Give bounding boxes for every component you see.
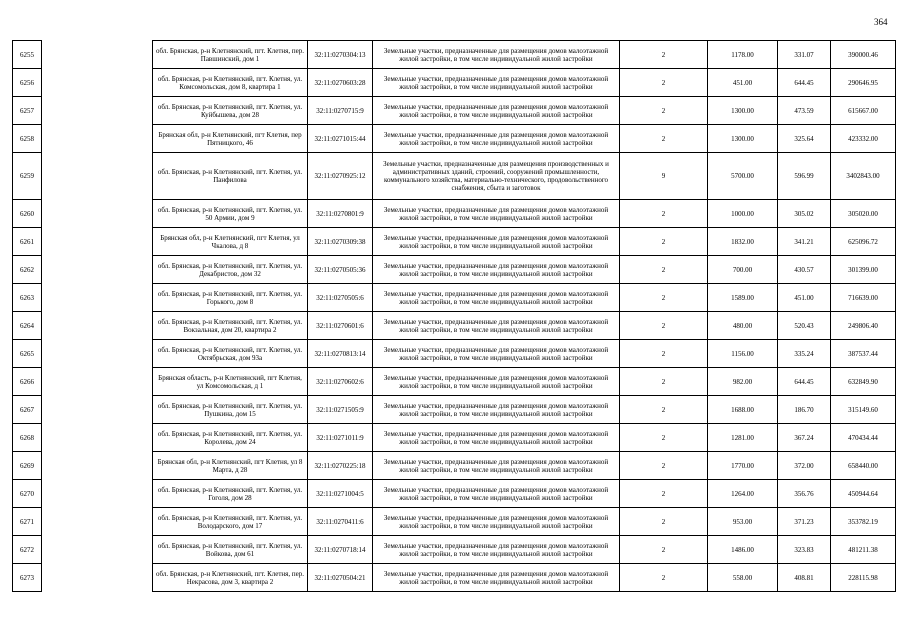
cadastral-number-cell: 32:11:0270411:6 (308, 508, 373, 536)
land-use-cell: Земельные участки, предназначенные для размещения домов малоэтажной жилой застройки, в том числе индивидуальной жилой застройки (373, 69, 620, 97)
land-use-cell: Земельные участки, предназначенные для размещения домов малоэтажной жилой застройки, в том числе индивидуальной жилой застройки (373, 256, 620, 284)
cadastral-number-cell: 32:11:0270504:21 (308, 564, 373, 592)
land-use-cell: Земельные участки, предназначенные для размещения домов малоэтажной жилой застройки, в том числе индивидуальной жилой застройки (373, 452, 620, 480)
use-group-cell: 2 (620, 284, 708, 312)
use-group-cell: 2 (620, 508, 708, 536)
row-number-cell: 6266 (13, 368, 42, 396)
blank-cell (42, 368, 153, 396)
cadastral-cost-cell: 481211.38 (831, 536, 896, 564)
address-cell: обл. Брянская, р-н Клетнянский, пгт. Клетня, ул. Декабристов, дом 32 (153, 256, 308, 284)
cadastral-number-cell: 32:11:0270602:6 (308, 368, 373, 396)
cadastral-number-cell: 32:11:0270603:28 (308, 69, 373, 97)
land-use-cell: Земельные участки, предназначенные для размещения домов малоэтажной жилой застройки, в том числе индивидуальной жилой застройки (373, 340, 620, 368)
blank-cell (42, 340, 153, 368)
cadastral-number-cell: 32:11:0270718:14 (308, 536, 373, 564)
blank-cell (42, 424, 153, 452)
land-use-cell: Земельные участки, предназначенные для размещения домов малоэтажной жилой застройки, в том числе индивидуальной жилой застройки (373, 97, 620, 125)
land-use-cell: Земельные участки, предназначенные для размещения домов малоэтажной жилой застройки, в том числе индивидуальной жилой застройки (373, 480, 620, 508)
address-cell: обл. Брянская, р-н Клетнянский, пгт. Клетня, пер. Павшинский, дом 1 (153, 41, 308, 69)
table-row (13, 564, 896, 592)
unit-price-cell: 325.64 (778, 125, 831, 153)
cadastral-cost-cell: 315149.60 (831, 396, 896, 424)
table-row (13, 424, 896, 452)
unit-price-cell: 367.24 (778, 424, 831, 452)
cadastral-cost-cell: 228115.98 (831, 564, 896, 592)
blank-cell (42, 200, 153, 228)
use-group-cell: 2 (620, 200, 708, 228)
table-row (13, 396, 896, 424)
table-row (13, 284, 896, 312)
blank-cell (42, 396, 153, 424)
cadastral-number-cell: 32:11:0270925:12 (308, 153, 373, 200)
blank-cell (42, 153, 153, 200)
area-cell: 451.00 (708, 69, 778, 97)
cadastral-cost-cell: 305020.00 (831, 200, 896, 228)
unit-price-cell: 644.45 (778, 368, 831, 396)
table-row (13, 69, 896, 97)
area-cell: 1300.00 (708, 97, 778, 125)
use-group-cell: 2 (620, 536, 708, 564)
cadastral-cost-cell: 249806.40 (831, 312, 896, 340)
land-use-cell: Земельные участки, предназначенные для размещения домов малоэтажной жилой застройки, в том числе индивидуальной жилой застройки (373, 536, 620, 564)
address-cell: Брянская область, р-н Клетнянский, пгт Клетня, ул Комсомольская, д 1 (153, 368, 308, 396)
row-number-cell: 6269 (13, 452, 42, 480)
blank-cell (42, 508, 153, 536)
cadastral-cost-cell: 301399.00 (831, 256, 896, 284)
blank-cell (42, 312, 153, 340)
cadastral-cost-cell: 390000.46 (831, 41, 896, 69)
row-number-cell: 6265 (13, 340, 42, 368)
use-group-cell: 2 (620, 41, 708, 69)
blank-cell (42, 536, 153, 564)
use-group-cell: 2 (620, 228, 708, 256)
unit-price-cell: 356.76 (778, 480, 831, 508)
address-cell: обл. Брянская, р-н Клетнянский, пгт. Клетня, ул. Пушкина, дом 15 (153, 396, 308, 424)
row-number-cell: 6264 (13, 312, 42, 340)
land-use-cell: Земельные участки, предназначенные для размещения домов малоэтажной жилой застройки, в том числе индивидуальной жилой застройки (373, 424, 620, 452)
unit-price-cell: 372.00 (778, 452, 831, 480)
cadastral-number-cell: 32:11:0270304:13 (308, 41, 373, 69)
row-number-cell: 6273 (13, 564, 42, 592)
land-use-cell: Земельные участки, предназначенные для размещения домов малоэтажной жилой застройки, в том числе индивидуальной жилой застройки (373, 284, 620, 312)
area-cell: 480.00 (708, 312, 778, 340)
address-cell: обл. Брянская, р-н Клетнянский, пгт. Клетня, ул. Горького, дом 8 (153, 284, 308, 312)
blank-cell (42, 228, 153, 256)
cadastral-number-cell: 32:11:0270505:36 (308, 256, 373, 284)
cadastral-cost-cell: 658440.00 (831, 452, 896, 480)
blank-cell (42, 284, 153, 312)
land-use-cell: Земельные участки, предназначенные для размещения домов малоэтажной жилой застройки, в том числе индивидуальной жилой застройки (373, 125, 620, 153)
address-cell: обл. Брянская, р-н Клетнянский, пгт. Клетня, ул. Войкова, дом 61 (153, 536, 308, 564)
table-row (13, 256, 896, 284)
row-number-cell: 6255 (13, 41, 42, 69)
cadastral-cost-cell: 615667.00 (831, 97, 896, 125)
use-group-cell: 2 (620, 340, 708, 368)
use-group-cell: 2 (620, 256, 708, 284)
row-number-cell: 6270 (13, 480, 42, 508)
cadastral-number-cell: 32:11:0270801:9 (308, 200, 373, 228)
cadastral-number-cell: 32:11:0271004:5 (308, 480, 373, 508)
area-cell: 982.00 (708, 368, 778, 396)
use-group-cell: 2 (620, 97, 708, 125)
use-group-cell: 2 (620, 396, 708, 424)
area-cell: 700.00 (708, 256, 778, 284)
blank-cell (42, 125, 153, 153)
table-row (13, 480, 896, 508)
unit-price-cell: 335.24 (778, 340, 831, 368)
table-row (13, 508, 896, 536)
row-number-cell: 6258 (13, 125, 42, 153)
use-group-cell: 9 (620, 153, 708, 200)
area-cell: 1770.00 (708, 452, 778, 480)
area-cell: 1832.00 (708, 228, 778, 256)
address-cell: обл. Брянская, р-н Клетнянский, пгт. Клетня, ул. Панфилова (153, 153, 308, 200)
unit-price-cell: 331.07 (778, 41, 831, 69)
cadastral-cost-cell: 470434.44 (831, 424, 896, 452)
area-cell: 1589.00 (708, 284, 778, 312)
address-cell: обл. Брянская, р-н Клетнянский, пгт. Клетня, ул. 50 Армии, дом 9 (153, 200, 308, 228)
address-cell: обл. Брянская, р-н Клетнянский, пгт. Клетня, ул. Октябрьская, дом 93а (153, 340, 308, 368)
row-number-cell: 6257 (13, 97, 42, 125)
blank-cell (42, 480, 153, 508)
row-number-cell: 6261 (13, 228, 42, 256)
table-row (13, 41, 896, 69)
area-cell: 1178.00 (708, 41, 778, 69)
blank-cell (42, 97, 153, 125)
address-cell: обл. Брянская, р-н Клетнянский, пгт. Клетня, ул. Комсомольская, дом 8, квартира 1 (153, 69, 308, 97)
unit-price-cell: 520.43 (778, 312, 831, 340)
blank-cell (42, 256, 153, 284)
page-number: 364 (874, 17, 888, 27)
cadastral-cost-cell: 632849.90 (831, 368, 896, 396)
use-group-cell: 2 (620, 480, 708, 508)
cadastral-cost-cell: 3402843.00 (831, 153, 896, 200)
land-use-cell: Земельные участки, предназначенные для размещения домов малоэтажной жилой застройки, в том числе индивидуальной жилой застройки (373, 508, 620, 536)
area-cell: 1000.00 (708, 200, 778, 228)
cadastral-cost-cell: 290646.95 (831, 69, 896, 97)
use-group-cell: 2 (620, 69, 708, 97)
row-number-cell: 6267 (13, 396, 42, 424)
land-use-cell: Земельные участки, предназначенные для размещения домов малоэтажной жилой застройки, в том числе индивидуальной жилой застройки (373, 396, 620, 424)
use-group-cell: 2 (620, 424, 708, 452)
area-cell: 1486.00 (708, 536, 778, 564)
address-cell: обл. Брянская, р-н Клетнянский, пгт. Клетня, ул. Володарского, дом 17 (153, 508, 308, 536)
blank-cell (42, 452, 153, 480)
unit-price-cell: 186.70 (778, 396, 831, 424)
cadastral-cost-cell: 423332.00 (831, 125, 896, 153)
use-group-cell: 2 (620, 452, 708, 480)
cadastral-number-cell: 32:11:0271015:44 (308, 125, 373, 153)
unit-price-cell: 473.59 (778, 97, 831, 125)
address-cell: Брянская обл, р-н Клетнянский, пгт Клетня, ул 8 Марта, д 28 (153, 452, 308, 480)
table-row (13, 368, 896, 396)
use-group-cell: 2 (620, 312, 708, 340)
land-use-cell: Земельные участки, предназначенные для размещения домов малоэтажной жилой застройки, в том числе индивидуальной жилой застройки (373, 200, 620, 228)
address-cell: обл. Брянская, р-н Клетнянский, пгт. Клетня, ул. Куйбышева, дом 28 (153, 97, 308, 125)
cadastral-cost-cell: 716639.00 (831, 284, 896, 312)
use-group-cell: 2 (620, 368, 708, 396)
cadastral-number-cell: 32:11:0271505:9 (308, 396, 373, 424)
area-cell: 558.00 (708, 564, 778, 592)
cadastral-value-table (12, 40, 896, 592)
area-cell: 1156.00 (708, 340, 778, 368)
row-number-cell: 6259 (13, 153, 42, 200)
area-cell: 953.00 (708, 508, 778, 536)
unit-price-cell: 305.02 (778, 200, 831, 228)
use-group-cell: 2 (620, 125, 708, 153)
area-cell: 1281.00 (708, 424, 778, 452)
table-row (13, 228, 896, 256)
land-use-cell: Земельные участки, предназначенные для размещения домов малоэтажной жилой застройки, в том числе индивидуальной жилой застройки (373, 228, 620, 256)
table-row (13, 536, 896, 564)
unit-price-cell: 323.83 (778, 536, 831, 564)
unit-price-cell: 596.99 (778, 153, 831, 200)
address-cell: Брянская обл, р-н Клетнянский, пгт Клетня, пер Пятницкого, 46 (153, 125, 308, 153)
cadastral-number-cell: 32:11:0271011:9 (308, 424, 373, 452)
unit-price-cell: 371.23 (778, 508, 831, 536)
unit-price-cell: 341.21 (778, 228, 831, 256)
row-number-cell: 6263 (13, 284, 42, 312)
table-row (13, 200, 896, 228)
land-use-cell: Земельные участки, предназначенные для размещения домов малоэтажной жилой застройки, в том числе индивидуальной жилой застройки (373, 312, 620, 340)
area-cell: 1688.00 (708, 396, 778, 424)
table-body (13, 41, 896, 592)
unit-price-cell: 451.00 (778, 284, 831, 312)
table-row (13, 153, 896, 200)
area-cell: 5700.00 (708, 153, 778, 200)
unit-price-cell: 408.81 (778, 564, 831, 592)
land-use-cell: Земельные участки, предназначенные для размещения домов малоэтажной жилой застройки, в том числе индивидуальной жилой застройки (373, 368, 620, 396)
cadastral-cost-cell: 450944.64 (831, 480, 896, 508)
cadastral-cost-cell: 353782.19 (831, 508, 896, 536)
table-row (13, 312, 896, 340)
row-number-cell: 6268 (13, 424, 42, 452)
table-row (13, 452, 896, 480)
address-cell: Брянская обл, р-н Клетнянский, пгт Клетня, ул Чкалова, д 8 (153, 228, 308, 256)
address-cell: обл. Брянская, р-н Клетнянский, пгт. Клетня, пер. Некрасова, дом 3, квартира 2 (153, 564, 308, 592)
use-group-cell: 2 (620, 564, 708, 592)
row-number-cell: 6271 (13, 508, 42, 536)
land-use-cell: Земельные участки, предназначенные для размещения производственных и административных зданий, строений, сооружений промышленности, коммунального хозяйства, материально-технического, продовольственного снабжения, сбыта и заготовок (373, 153, 620, 200)
land-use-cell: Земельные участки, предназначенные для размещения домов малоэтажной жилой застройки, в том числе индивидуальной жилой застройки (373, 564, 620, 592)
area-cell: 1264.00 (708, 480, 778, 508)
cadastral-number-cell: 32:11:0270813:14 (308, 340, 373, 368)
area-cell: 1300.00 (708, 125, 778, 153)
table-row (13, 97, 896, 125)
blank-cell (42, 41, 153, 69)
address-cell: обл. Брянская, р-н Клетнянский, пгт. Клетня, ул. Вокзальная, дом 20, квартира 2 (153, 312, 308, 340)
blank-cell (42, 69, 153, 97)
table-row (13, 340, 896, 368)
unit-price-cell: 644.45 (778, 69, 831, 97)
blank-cell (42, 564, 153, 592)
row-number-cell: 6272 (13, 536, 42, 564)
cadastral-cost-cell: 625096.72 (831, 228, 896, 256)
cadastral-number-cell: 32:11:0270505:6 (308, 284, 373, 312)
cadastral-number-cell: 32:11:0270309:38 (308, 228, 373, 256)
unit-price-cell: 430.57 (778, 256, 831, 284)
row-number-cell: 6262 (13, 256, 42, 284)
row-number-cell: 6256 (13, 69, 42, 97)
table-row (13, 125, 896, 153)
cadastral-number-cell: 32:11:0270601:6 (308, 312, 373, 340)
land-use-cell: Земельные участки, предназначенные для размещения домов малоэтажной жилой застройки, в том числе индивидуальной жилой застройки (373, 41, 620, 69)
address-cell: обл. Брянская, р-н Клетнянский, пгт. Клетня, ул. Гоголя, дом 28 (153, 480, 308, 508)
cadastral-number-cell: 32:11:0270715:9 (308, 97, 373, 125)
row-number-cell: 6260 (13, 200, 42, 228)
address-cell: обл. Брянская, р-н Клетнянский, пгт. Клетня, ул. Королева, дом 24 (153, 424, 308, 452)
cadastral-cost-cell: 387537.44 (831, 340, 896, 368)
cadastral-number-cell: 32:11:0270225:18 (308, 452, 373, 480)
